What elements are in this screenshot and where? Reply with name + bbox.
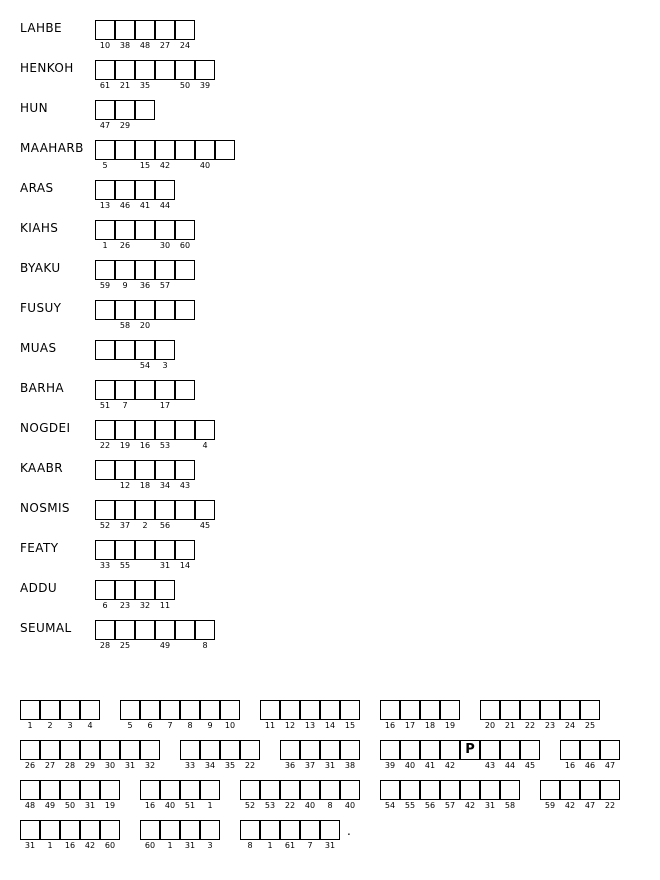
cell-number: 45 <box>199 521 211 530</box>
cell-number: 42 <box>84 841 96 850</box>
cell-number: 60 <box>179 241 191 250</box>
cell-number: 30 <box>104 761 116 770</box>
cell-number: 11 <box>264 721 276 730</box>
phrase-cell[interactable] <box>20 740 40 760</box>
phrase-cell[interactable] <box>380 780 400 800</box>
phrase-cell[interactable] <box>20 700 40 720</box>
cell-number: 5 <box>127 721 133 730</box>
phrase-cell[interactable] <box>480 780 500 800</box>
cell-number: 22 <box>604 801 616 810</box>
phrase-cell[interactable] <box>500 740 520 760</box>
cell-number: 51 <box>99 401 111 410</box>
cell-number: 2 <box>142 521 148 530</box>
cell-number: 7 <box>307 841 313 850</box>
cell-number: 59 <box>99 281 111 290</box>
phrase-cell[interactable] <box>580 700 600 720</box>
clue-word: MAAHARB <box>20 141 84 155</box>
cell-number: 13 <box>304 721 316 730</box>
cell-number: 42 <box>464 801 476 810</box>
cell-number: 47 <box>99 121 111 130</box>
cell-number: 17 <box>404 721 416 730</box>
cell-number: 61 <box>99 81 111 90</box>
phrase-cell[interactable] <box>120 700 140 720</box>
clue-word: NOGDEI <box>20 421 71 435</box>
cell-number: 16 <box>564 761 576 770</box>
phrase-cell[interactable] <box>320 820 340 840</box>
cell-number: 58 <box>119 321 131 330</box>
phrase-cell[interactable] <box>320 700 340 720</box>
phrase-cell[interactable] <box>400 700 420 720</box>
cell-number: 9 <box>122 281 128 290</box>
phrase-cell[interactable] <box>80 700 100 720</box>
cell-number: 19 <box>104 801 116 810</box>
cell-number: 52 <box>99 521 111 530</box>
phrase-cell[interactable] <box>100 780 120 800</box>
cell-number: 20 <box>139 321 151 330</box>
phrase-cell[interactable] <box>200 740 220 760</box>
cell-number: 2 <box>47 721 53 730</box>
phrase-cell[interactable] <box>200 780 220 800</box>
cell-number: 18 <box>139 481 151 490</box>
phrase-cell[interactable] <box>420 740 440 760</box>
cell-number: 6 <box>102 601 108 610</box>
cell-number: 52 <box>244 801 256 810</box>
phrase-cell[interactable] <box>20 820 40 840</box>
phrase-cell[interactable] <box>300 820 320 840</box>
cell-number: 38 <box>344 761 356 770</box>
phrase-cell[interactable] <box>80 820 100 840</box>
clue-word: ARAS <box>20 181 54 195</box>
phrase-cell[interactable] <box>600 740 620 760</box>
cell-number: 41 <box>424 761 436 770</box>
phrase-cell[interactable] <box>60 700 80 720</box>
phrase-cell[interactable] <box>140 700 160 720</box>
clue-word: KIAHS <box>20 221 59 235</box>
cell-number: 55 <box>119 561 131 570</box>
cell-number: 39 <box>199 81 211 90</box>
cell-number: 22 <box>244 761 256 770</box>
phrase-cell[interactable] <box>260 820 280 840</box>
cell-number: 43 <box>484 761 496 770</box>
cell-number: 34 <box>159 481 171 490</box>
cell-number: 14 <box>324 721 336 730</box>
phrase-cell[interactable] <box>560 700 580 720</box>
phrase-cell[interactable] <box>380 700 400 720</box>
phrase-cell[interactable] <box>220 700 240 720</box>
cell-number: 60 <box>144 841 156 850</box>
cell-number: 6 <box>147 721 153 730</box>
phrase-cell[interactable] <box>200 700 220 720</box>
cell-number: 49 <box>44 801 56 810</box>
phrase-cell[interactable] <box>160 780 180 800</box>
phrase-cell[interactable] <box>40 820 60 840</box>
cell-number: 22 <box>284 801 296 810</box>
cell-number: 47 <box>584 801 596 810</box>
clue-word: MUAS <box>20 341 57 355</box>
phrase-cell[interactable] <box>480 700 500 720</box>
cell-number: 27 <box>44 761 56 770</box>
cell-number: 31 <box>184 841 196 850</box>
phrase-cell[interactable] <box>80 780 100 800</box>
clue-word: FEATY <box>20 541 59 555</box>
clue-word: SEUMAL <box>20 621 72 635</box>
cell-number: 47 <box>604 761 616 770</box>
clue-word: LAHBE <box>20 21 63 35</box>
phrase-cell[interactable] <box>380 740 400 760</box>
cell-number: 7 <box>122 401 128 410</box>
cell-number: 1 <box>47 841 53 850</box>
cell-number: 31 <box>124 761 136 770</box>
phrase-cell[interactable] <box>180 700 200 720</box>
phrase-cell[interactable] <box>440 780 460 800</box>
phrase-cell[interactable] <box>400 740 420 760</box>
cell-number: 36 <box>284 761 296 770</box>
clue-word: FUSUY <box>20 301 62 315</box>
cell-number: 3 <box>162 361 168 370</box>
cell-number: 31 <box>159 561 171 570</box>
cell-number: 11 <box>159 601 171 610</box>
cell-number: 32 <box>139 601 151 610</box>
phrase-cell[interactable] <box>140 780 160 800</box>
cell-number: 57 <box>444 801 456 810</box>
cell-number: 12 <box>284 721 296 730</box>
phrase-cell[interactable] <box>180 740 200 760</box>
cell-number: 40 <box>304 801 316 810</box>
cell-number: 44 <box>159 201 171 210</box>
cell-number: 32 <box>144 761 156 770</box>
cell-number: 48 <box>24 801 36 810</box>
cell-number: 40 <box>344 801 356 810</box>
phrase-cell[interactable] <box>560 780 580 800</box>
cell-number: 1 <box>267 841 273 850</box>
cell-number: 27 <box>159 41 171 50</box>
cell-number: 3 <box>207 841 213 850</box>
cell-number: 16 <box>384 721 396 730</box>
cell-number: 16 <box>139 441 151 450</box>
cell-number: 4 <box>87 721 93 730</box>
phrase-cell[interactable] <box>580 740 600 760</box>
phrase-cell[interactable] <box>80 740 100 760</box>
cell-number: 14 <box>179 561 191 570</box>
phrase-cell[interactable] <box>300 740 320 760</box>
phrase-cell[interactable] <box>240 740 260 760</box>
clue-word: HUN <box>20 101 48 115</box>
phrase-cell[interactable] <box>340 740 360 760</box>
phrase-cell[interactable] <box>440 740 460 760</box>
phrase-cell[interactable] <box>400 780 420 800</box>
cell-number: 21 <box>119 81 131 90</box>
phrase-cell[interactable] <box>240 780 260 800</box>
cell-number: 39 <box>384 761 396 770</box>
cell-number: 42 <box>444 761 456 770</box>
cell-number: 26 <box>24 761 36 770</box>
clue-word: BYAKU <box>20 261 61 275</box>
phrase-cell[interactable] <box>500 780 520 800</box>
phrase-cell[interactable] <box>300 780 320 800</box>
cell-number: 57 <box>159 281 171 290</box>
phrase-cell[interactable] <box>280 700 300 720</box>
phrase-cell[interactable] <box>280 740 300 760</box>
cell-number: 35 <box>139 81 151 90</box>
cell-number: 45 <box>524 761 536 770</box>
clue-word: NOSMIS <box>20 501 70 515</box>
cell-number: 24 <box>564 721 576 730</box>
cell-number: 16 <box>64 841 76 850</box>
phrase-cell[interactable] <box>160 700 180 720</box>
cell-number: 33 <box>99 561 111 570</box>
cell-number: 60 <box>104 841 116 850</box>
cell-number: 31 <box>484 801 496 810</box>
cell-number: 56 <box>424 801 436 810</box>
phrase-cell[interactable] <box>440 700 460 720</box>
cell-number: 23 <box>544 721 556 730</box>
cell-number: 37 <box>119 521 131 530</box>
phrase-cell[interactable] <box>600 780 620 800</box>
cell-number: 51 <box>184 801 196 810</box>
phrase-cell[interactable] <box>40 740 60 760</box>
cell-number: 21 <box>504 721 516 730</box>
cell-number: 19 <box>119 441 131 450</box>
phrase-cell[interactable] <box>520 740 540 760</box>
phrase-cell[interactable] <box>100 740 120 760</box>
cell-number: 4 <box>202 441 208 450</box>
phrase-cell[interactable] <box>260 780 280 800</box>
phrase-cell[interactable] <box>260 700 280 720</box>
cell-number: 8 <box>327 801 333 810</box>
phrase-cell[interactable] <box>240 820 260 840</box>
cell-number: 15 <box>344 721 356 730</box>
cell-number: 42 <box>564 801 576 810</box>
phrase-cell[interactable] <box>120 740 140 760</box>
cell-number: 55 <box>404 801 416 810</box>
phrase-cell[interactable] <box>180 820 200 840</box>
cell-number: 46 <box>119 201 131 210</box>
cell-number: 31 <box>24 841 36 850</box>
phrase-cell[interactable] <box>340 700 360 720</box>
cell-number: 26 <box>119 241 131 250</box>
cell-number: 38 <box>119 41 131 50</box>
phrase-cell[interactable] <box>200 820 220 840</box>
cell-number: 46 <box>584 761 596 770</box>
cell-number: 54 <box>139 361 151 370</box>
cell-number: 59 <box>544 801 556 810</box>
phrase-cell[interactable] <box>420 780 440 800</box>
cell-number: 1 <box>207 801 213 810</box>
cell-number: 10 <box>224 721 236 730</box>
phrase-cell[interactable] <box>340 780 360 800</box>
phrase-cell[interactable] <box>140 740 160 760</box>
cell-number: 8 <box>187 721 193 730</box>
cell-number: 31 <box>324 841 336 850</box>
cell-number: 36 <box>139 281 151 290</box>
phrase-cell[interactable] <box>500 700 520 720</box>
cell-number: 30 <box>159 241 171 250</box>
cell-number: 50 <box>179 81 191 90</box>
cell-number: 8 <box>247 841 253 850</box>
phrase-cell[interactable] <box>540 700 560 720</box>
cell-number: 58 <box>504 801 516 810</box>
cell-number: 10 <box>99 41 111 50</box>
cell-number: 19 <box>444 721 456 730</box>
phrase-cell[interactable] <box>180 780 200 800</box>
cell-number: 8 <box>202 641 208 650</box>
cell-number: 56 <box>159 521 171 530</box>
cell-number: 16 <box>144 801 156 810</box>
cell-number: 33 <box>184 761 196 770</box>
phrase-cell[interactable] <box>540 780 560 800</box>
cell-number: 44 <box>504 761 516 770</box>
phrase-cell[interactable] <box>100 820 120 840</box>
cell-number: 24 <box>179 41 191 50</box>
clue-word: KAABR <box>20 461 63 475</box>
clue-word: HENKOH <box>20 61 74 75</box>
cell-number: 49 <box>159 641 171 650</box>
phrase-cell[interactable] <box>60 820 80 840</box>
phrase-cell[interactable] <box>20 780 40 800</box>
cell-number: 25 <box>584 721 596 730</box>
cell-number: 3 <box>67 721 73 730</box>
phrase-cell[interactable] <box>480 740 500 760</box>
cell-number: 12 <box>119 481 131 490</box>
cell-number: 40 <box>404 761 416 770</box>
cell-number: 5 <box>102 161 108 170</box>
cell-number: 40 <box>199 161 211 170</box>
phrase-cell[interactable] <box>280 780 300 800</box>
cell-number: 50 <box>64 801 76 810</box>
phrase-cell[interactable] <box>560 740 580 760</box>
cell-number: 61 <box>284 841 296 850</box>
end-punctuation: . <box>347 824 351 838</box>
phrase-cell[interactable] <box>420 700 440 720</box>
phrase-cell[interactable] <box>40 700 60 720</box>
cell-number: 29 <box>119 121 131 130</box>
cell-number: 43 <box>179 481 191 490</box>
cell-number: 9 <box>207 721 213 730</box>
cell-number: 34 <box>204 761 216 770</box>
cell-number: 7 <box>167 721 173 730</box>
phrase-cell[interactable]: P <box>460 740 480 760</box>
phrase-cell[interactable] <box>60 740 80 760</box>
cell-number: 28 <box>64 761 76 770</box>
cell-number: 37 <box>304 761 316 770</box>
phrase-cell[interactable] <box>520 700 540 720</box>
cell-number: 15 <box>139 161 151 170</box>
cell-number: 40 <box>164 801 176 810</box>
phrase-cell[interactable] <box>220 740 240 760</box>
cell-number: 1 <box>27 721 33 730</box>
cell-number: 53 <box>159 441 171 450</box>
cell-number: 1 <box>167 841 173 850</box>
cell-number: 53 <box>264 801 276 810</box>
cell-number: 28 <box>99 641 111 650</box>
cell-number: 29 <box>84 761 96 770</box>
phrase-cell[interactable] <box>300 700 320 720</box>
cell-number: 17 <box>159 401 171 410</box>
cell-number: 1 <box>102 241 108 250</box>
phrase-cell[interactable] <box>140 820 160 840</box>
phrase-cell[interactable] <box>320 740 340 760</box>
phrase-cell[interactable] <box>320 780 340 800</box>
cell-number: 54 <box>384 801 396 810</box>
cell-number: 13 <box>99 201 111 210</box>
cell-number: 48 <box>139 41 151 50</box>
cell-number: 41 <box>139 201 151 210</box>
phrase-cell[interactable] <box>40 780 60 800</box>
phrase-cell[interactable] <box>580 780 600 800</box>
cell-number: 18 <box>424 721 436 730</box>
cell-number: 23 <box>119 601 131 610</box>
cell-number: 31 <box>84 801 96 810</box>
cell-number: 22 <box>99 441 111 450</box>
phrase-cell[interactable] <box>60 780 80 800</box>
cell-number: 25 <box>119 641 131 650</box>
clue-word: ADDU <box>20 581 58 595</box>
cell-number: 31 <box>324 761 336 770</box>
phrase-cell[interactable] <box>280 820 300 840</box>
cell-number: 35 <box>224 761 236 770</box>
phrase-cell[interactable] <box>160 820 180 840</box>
cell-number: 42 <box>159 161 171 170</box>
cell-number: 22 <box>524 721 536 730</box>
cell-number: 20 <box>484 721 496 730</box>
clue-word: BARHA <box>20 381 65 395</box>
phrase-cell[interactable] <box>460 780 480 800</box>
